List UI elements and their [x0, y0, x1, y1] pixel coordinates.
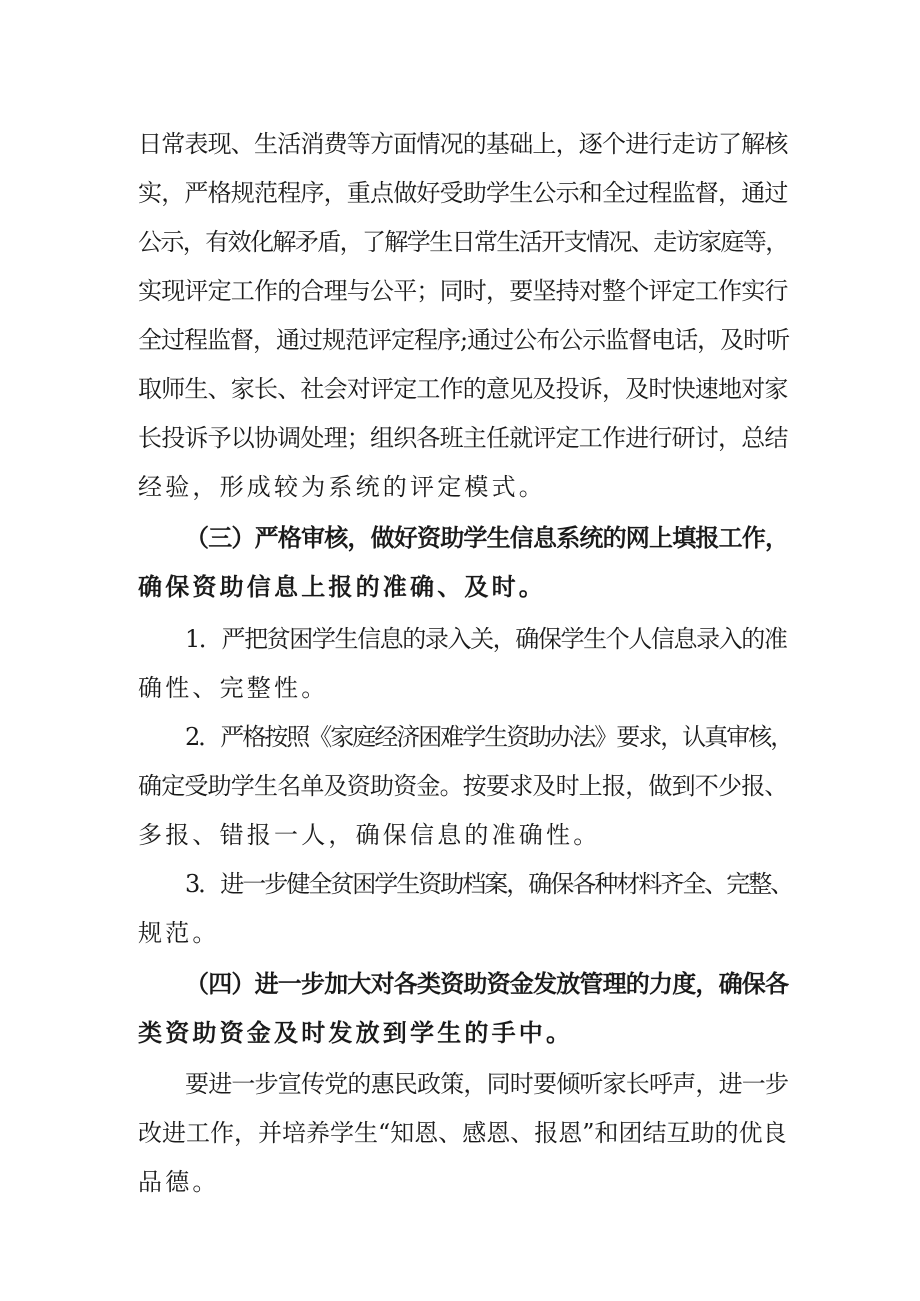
text-line: 取师生、家长、社会对评定工作的意见及投诉，及时快速地对家 [138, 375, 788, 403]
text-line: 确性、完整性。 [138, 674, 329, 702]
text-line: 全过程监督，通过规范评定程序;通过公布公示监督电话，及时听 [138, 326, 790, 354]
text-line: 实现评定工作的合理与公平；同时，要坚持对整个评定工作实行 [138, 277, 788, 305]
text-line: 规范。 [138, 919, 220, 947]
text-line: 改进工作，并培养学生“知恩、感恩、报恩”和团结互助的优良 [138, 1119, 787, 1147]
heading-line: （四）进一步加大对各类资助资金发放管理的力度，确保各 [185, 969, 789, 998]
text-line: 多报、错报一人，确保信息的准确性。 [138, 821, 601, 849]
text-line: 公示，有效化解矛盾，了解学生日常生活开支情况、走访家庭等， [138, 228, 788, 256]
text-line: 经验，形成较为系统的评定模式。 [138, 473, 546, 501]
text-line: 实，严格规范程序，重点做好受助学生公示和全过程监督，通过 [138, 179, 788, 207]
heading-line: 确保资助信息上报的准确、及时。 [138, 572, 546, 601]
text-line: 长投诉予以协调处理；组织各班主任就评定工作进行研讨，总结 [138, 424, 788, 452]
text-line: 3．进一步健全贫困学生资助档案，确保各种材料齐全、完整、 [185, 870, 793, 898]
text-line: 确定受助学生名单及资助资金。按要求及时上报，做到不少报、 [138, 772, 788, 800]
text-line: 要进一步宣传党的惠民政策，同时要倾听家长呼声，进一步 [185, 1070, 789, 1098]
text-line: 1．严把贫困学生信息的录入关，确保学生个人信息录入的准 [185, 625, 787, 653]
text-line: 品德。 [138, 1168, 220, 1196]
heading-line: （三）严格审核，做好资助学生信息系统的网上填报工作， [185, 523, 789, 552]
heading-line: 类资助资金及时发放到学生的手中。 [138, 1018, 574, 1047]
text-line: 日常表现、生活消费等方面情况的基础上，逐个进行走访了解核 [138, 130, 788, 158]
text-line: 2．严格按照《家庭经济困难学生资助办法》要求，认真审核， [185, 723, 793, 751]
